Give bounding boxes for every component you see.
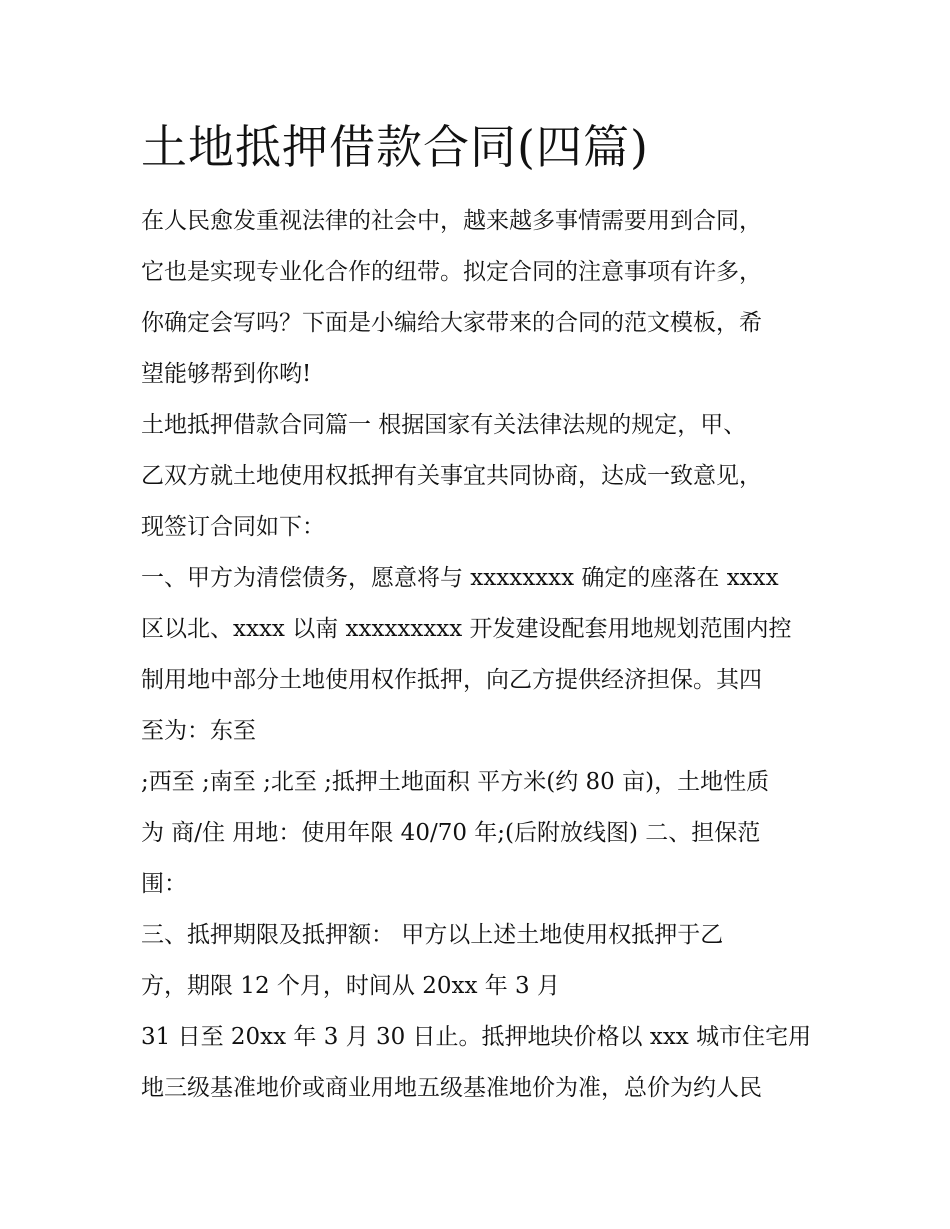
body-line-7: 现签订合同如下：: [141, 514, 325, 540]
document-title: 土地抵押借款合同(四篇): [141, 120, 649, 174]
body-line-17: 31 日至 20xx 年 3 月 30 日止。抵押地块价格以 xxx 城市住宅用: [141, 1024, 812, 1050]
body-line-12: ;西至 ;南至 ;北至 ;抵押土地面积 平方米(约 80 亩)，土地性质: [141, 769, 770, 795]
body-line-6: 乙双方就土地使用权抵押有关事宜共同协商，达成一致意见，: [141, 463, 762, 489]
body-line-4: 望能够帮到你哟!: [141, 361, 312, 387]
body-line-15: 三、抵押期限及抵押额： 甲方以上述土地使用权抵押于乙: [141, 922, 724, 948]
body-line-3: 你确定会写吗？下面是小编给大家带来的合同的范文模板，希: [141, 310, 762, 336]
body-line-16: 方，期限 12 个月，时间从 20xx 年 3 月: [141, 973, 560, 999]
body-line-5: 土地抵押借款合同篇一 根据国家有关法律法规的规定，甲、: [141, 412, 747, 438]
body-line-10: 制用地中部分土地使用权作抵押，向乙方提供经济担保。其四: [141, 667, 762, 693]
body-line-18: 地三级基准地价或商业用地五级基准地价为准，总价为约人民: [141, 1075, 762, 1101]
body-line-11: 至为：东至: [141, 718, 256, 744]
body-line-14: 围：: [141, 871, 187, 897]
body-line-1: 在人民愈发重视法律的社会中，越来越多事情需要用到合同，: [141, 208, 762, 234]
body-line-8: 一、甲方为清偿债务，愿意将与 xxxxxxxx 确定的座落在 xxxx: [141, 565, 779, 591]
body-line-13: 为 商/住 用地：使用年限 40/70 年;(后附放线图) 二、担保范: [141, 820, 761, 846]
body-line-9: 区以北、xxxx 以南 xxxxxxxxx 开发建设配套用地规划范围内控: [141, 616, 792, 642]
body-line-2: 它也是实现专业化合作的纽带。拟定合同的注意事项有许多，: [141, 259, 762, 285]
